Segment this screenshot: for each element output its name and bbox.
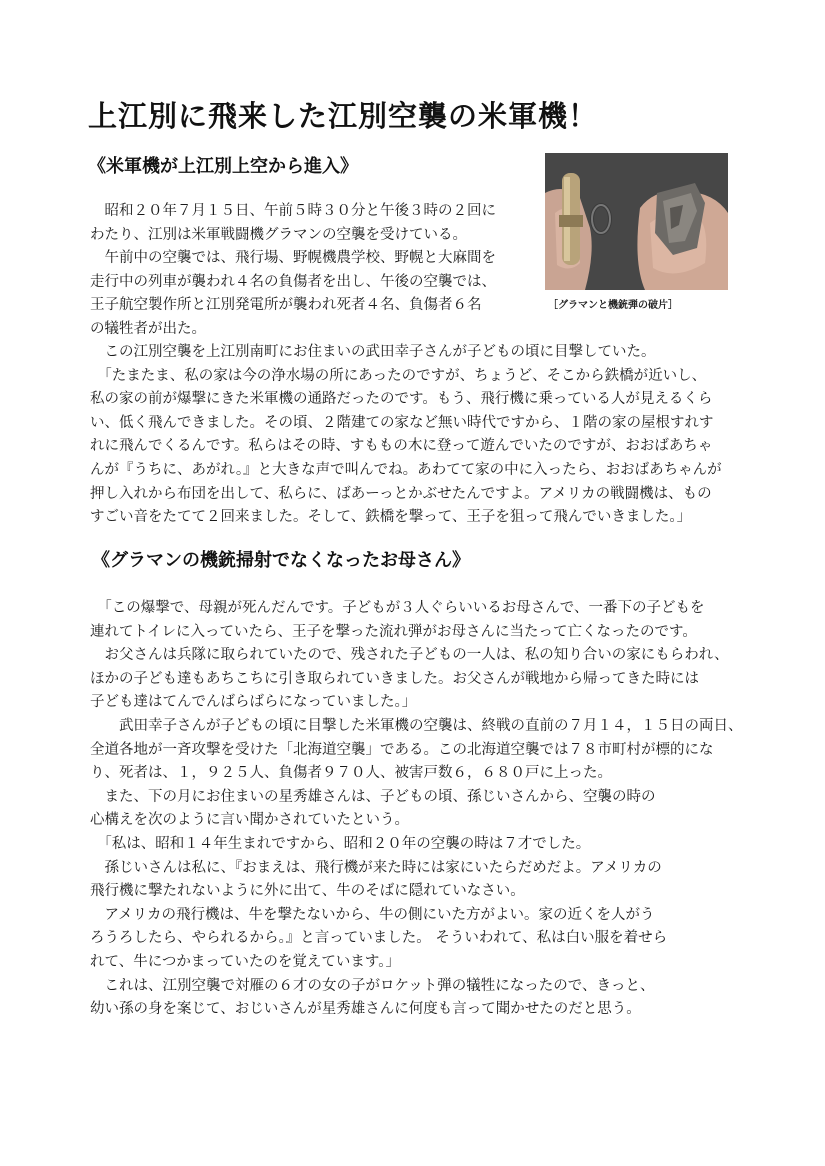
text-line: 昭和２０年７月１５日、午前５時３０分と午後３時の２回に [90, 203, 496, 219]
text-line: 全道各地が一斉攻撃を受けた「北海道空襲」である。この北海道空襲では７８市町村が標的にな [90, 741, 714, 758]
text-line: この江別空襲を上江別南町にお住まいの武田幸子さんが子どもの頃に目撃していた。 [90, 344, 656, 360]
text-line: ほかの子ども達もあちこちに引き取られていきました。お父さんが戦地から帰ってきた時には [90, 670, 699, 687]
page-title: 上江別に飛来した江別空襲の米軍機！ [88, 99, 599, 133]
section1-body [90, 341, 730, 530]
text-line: 連れてトイレに入っていたら、王子を撃った流れ弾がお母さんに当たって亡くなったのです。 [90, 623, 697, 640]
photo-caption: ［グラマンと機銃弾の破片］ [548, 300, 678, 311]
text-line: 王子航空製作所と江別発電所が襲われ死者４名、負傷者６名 [90, 297, 482, 314]
text-line: 走行中の列車が襲われ４名の負傷者を出し、午後の空襲では、 [90, 273, 496, 290]
text-line: わたり、江別は米軍戦闘機グラマンの空襲を受けている。 [90, 226, 467, 243]
text-line: れて、牛につかまっていたのを覚えています。」 [90, 953, 401, 970]
text-line: 「たまたま、私の家は今の浄水場の所にあったのですが、ちょうど、そこから鉄橋が近いし、 [90, 367, 707, 384]
text-line: 私の家の前が爆撃にきた米軍機の通路だったのです。もう、飛行機に乗っている人が見えるくら [90, 391, 713, 408]
text-line: すごい音をたてて２回来ました。そして、鉄橋を撃って、王子を狙って飛んでいきました。」 [90, 509, 692, 526]
text-line: い、低く飛んできました。その頃、２階建ての家など無い時代ですから、１階の家の屋根すれす [90, 414, 714, 431]
section1-intro [90, 200, 535, 342]
text-line: 武田幸子さんが子どもの頃に目撃した米軍機の空襲は、終戦の直前の７月１４，１５日の両日、 [90, 717, 743, 734]
text-line: り、死者は、１，９２５人、負傷者９７０人、被害戸数６，６８０戸に上った。 [90, 765, 612, 782]
text-line: また、下の月にお住まいの星秀雄さんは、子どもの頃、孫じいさんから、空襲の時の [90, 788, 656, 805]
text-line: アメリカの飛行機は、牛を撃たないから、牛の側にいた方がよい。家の近くを人がう [90, 906, 655, 923]
text-line: の犠牲者が出た。 [90, 320, 206, 337]
photo-grumman-fragments [545, 153, 728, 290]
text-line: 心構えを次のように言い聞かされていたという。 [90, 812, 409, 829]
text-line: 飛行機に撃たれないように外に出て、牛のそばに隠れていなさい。 [90, 883, 525, 900]
text-line: ろうろしたら、やられるから。』と言っていました。 そういわれて、私は白い服を着せら [90, 930, 668, 947]
text-line: お父さんは兵隊に取られていたので、残された子どもの一人は、私の知り合いの家にもらわれ、 [90, 647, 729, 664]
text-line: 「私は、昭和１４年生まれですから、昭和２０年の空襲の時は７才でした。 [90, 835, 591, 852]
text-line: 「この爆撃で、母親が死んだんです。子どもが３人ぐらいいるお母さんで、一番下の子どもを [90, 600, 705, 616]
text-line: 孫じいさんは私に、『おまえは、飛行機が来た時には家にいたらだめだよ。アメリカの [90, 859, 662, 876]
photo-illustration [545, 153, 728, 290]
section2-body [90, 597, 743, 1022]
text-line: 幼い孫の身を案じて、おじいさんが星秀雄さんに何度も言って聞かせたのだと思う。 [90, 1001, 641, 1018]
text-line: れに飛んでくるんです。私らはその時、すももの木に登って遊んでいたのですが、おおばあちゃ [90, 438, 713, 455]
section-heading-2: 《グラマンの機銃掃射でなくなったお母さん》 [92, 550, 470, 571]
text-line: 子ども達はてんでんばらばらになっていました。」 [90, 694, 417, 711]
text-line: 午前中の空襲では、飛行場、野幌機農学校、野幌と大麻間を [90, 250, 496, 267]
text-line: これは、江別空襲で対雁の６才の女の子がロケット弾の犠牲になったので、きっと、 [90, 977, 655, 994]
section-heading-1: 《米軍機が上江別上空から進入》 [88, 156, 358, 177]
text-line: 押し入れから布団を出して、私らに、ばあーっとかぶせたんですよ。アメリカの戦闘機は、もの [90, 485, 712, 502]
text-line: んが『うちに、あがれ。』と大きな声で叫んでね。あわてて家の中に入ったら、おおばあちゃんが [90, 461, 722, 478]
